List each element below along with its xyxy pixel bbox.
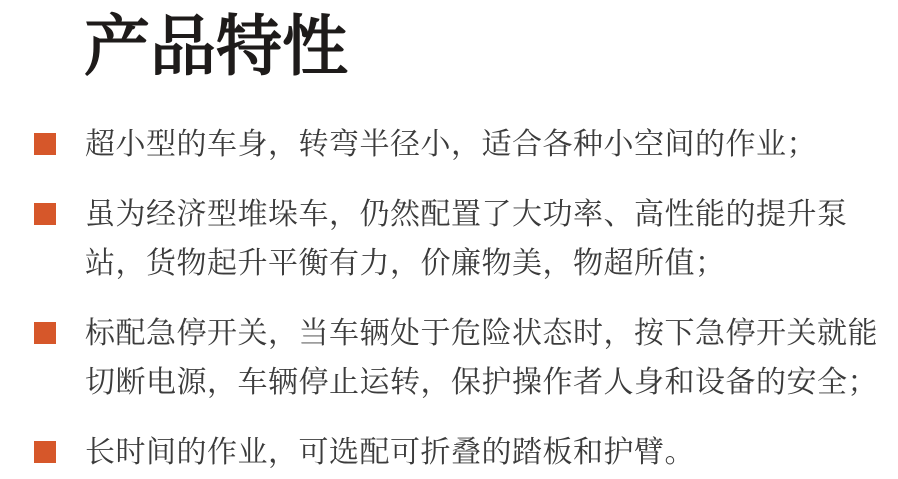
list-item bbox=[34, 190, 878, 288]
feature-text-line: 切断电源，车辆停止运转，保护操作者人身和设备的安全； bbox=[85, 366, 878, 399]
feature-text-line: 长时间的作业，可选配可折叠的踏板和护臂。 bbox=[85, 436, 695, 469]
feature-text bbox=[85, 120, 817, 169]
bullet-square-icon bbox=[34, 203, 56, 225]
feature-list bbox=[34, 120, 878, 477]
page-title: 产品特性 bbox=[84, 9, 348, 83]
list-item bbox=[34, 309, 878, 407]
feature-text-line: 虽为经济型堆垛车，仍然配置了大功率、高性能的提升泵 bbox=[85, 198, 848, 231]
bullet-square-icon bbox=[34, 133, 56, 155]
feature-text bbox=[85, 309, 878, 407]
feature-text-line: 标配急停开关，当车辆处于危险状态时，按下急停开关就能 bbox=[85, 317, 878, 350]
list-item bbox=[34, 428, 878, 477]
feature-text-line: 站，货物起升平衡有力，价廉物美，物超所值； bbox=[85, 247, 726, 280]
feature-text bbox=[85, 428, 695, 477]
bullet-square-icon bbox=[34, 322, 56, 344]
feature-text bbox=[85, 190, 848, 288]
list-item bbox=[34, 120, 878, 169]
bullet-square-icon bbox=[34, 441, 56, 463]
feature-text-line: 超小型的车身，转弯半径小，适合各种小空间的作业； bbox=[85, 128, 817, 161]
